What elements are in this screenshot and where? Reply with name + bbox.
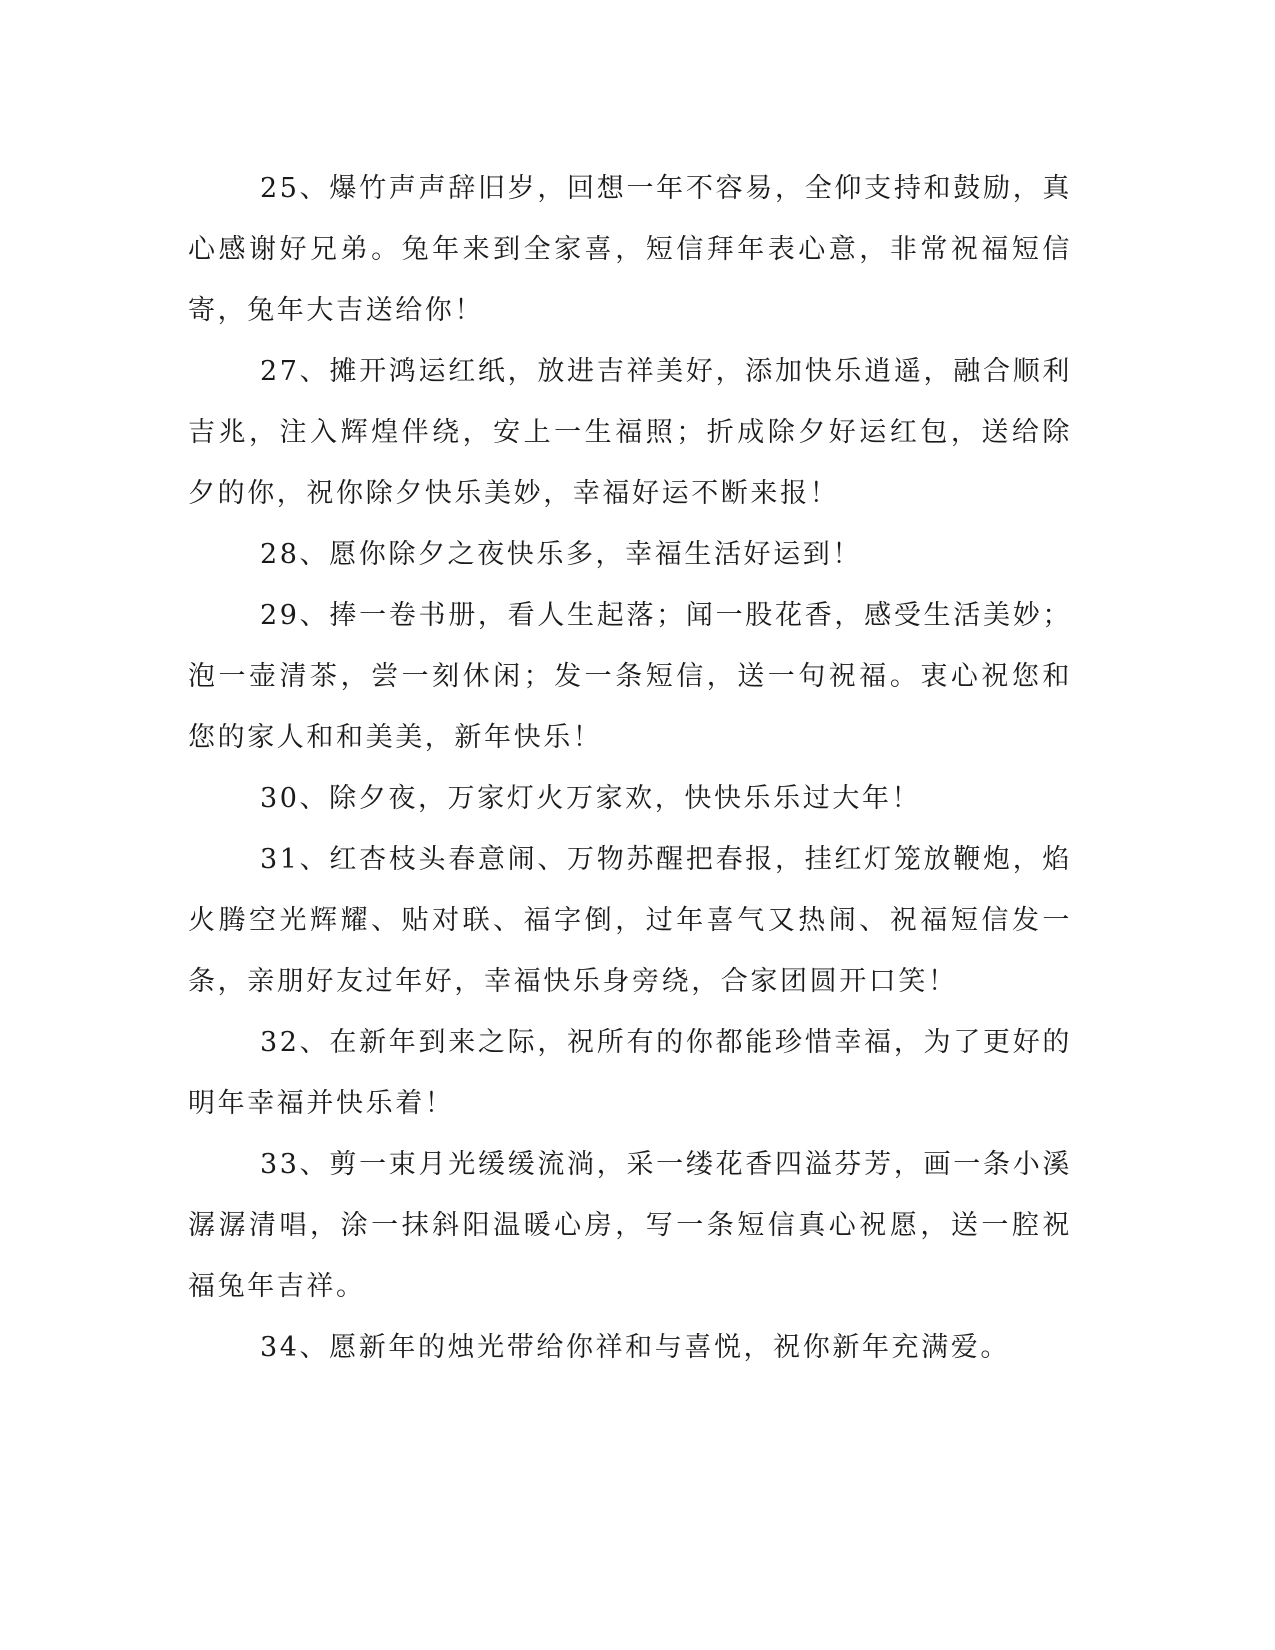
paragraph-30: 30、除夕夜，万家灯火万家欢，快快乐乐过大年！ [260, 783, 922, 814]
paragraph-25: 25、爆竹声声辞旧岁，回想一年不容易，全仰支持和鼓励，真心感谢好兄弟。兔年来到全家喜，短信拜年表心意，非常祝福短信寄，兔年大吉送给你！ [188, 173, 1072, 326]
paragraph-28: 28、愿你除夕之夜快乐多，幸福生活好运到！ [260, 539, 862, 570]
paragraph-31: 31、红杏枝头春意闹、万物苏醒把春报，挂红灯笼放鞭炮，焰火腾空光辉耀、贴对联、福字倒，过年喜气又热闹、祝福短信发一条，亲朋好友过年好，幸福快乐身旁绕，合家团圆开口笑！ [188, 844, 1072, 997]
paragraph-33: 33、剪一束月光缓缓流淌，采一缕花香四溢芬芳，画一条小溪潺潺清唱，涂一抹斜阳温暖心房，写一条短信真心祝愿，送一腔祝福兔年吉祥。 [188, 1149, 1072, 1302]
paragraph-32: 32、在新年到来之际，祝所有的你都能珍惜幸福，为了更好的明年幸福并快乐着！ [188, 1027, 1072, 1119]
paragraph-27: 27、摊开鸿运红纸，放进吉祥美好，添加快乐逍遥，融合顺利吉兆，注入辉煌伴绕，安上一生福照；折成除夕好运红包，送给除夕的你，祝你除夕快乐美妙，幸福好运不断来报！ [188, 356, 1072, 509]
paragraph-29: 29、捧一卷书册，看人生起落；闻一股花香，感受生活美妙；泡一壶清茶，尝一刻休闲；发一条短信，送一句祝福。衷心祝您和您的家人和和美美，新年快乐！ [188, 600, 1072, 753]
paragraph-34: 34、愿新年的烛光带给你祥和与喜悦，祝你新年充满爱。 [260, 1332, 1010, 1363]
document-body [188, 158, 1072, 1378]
